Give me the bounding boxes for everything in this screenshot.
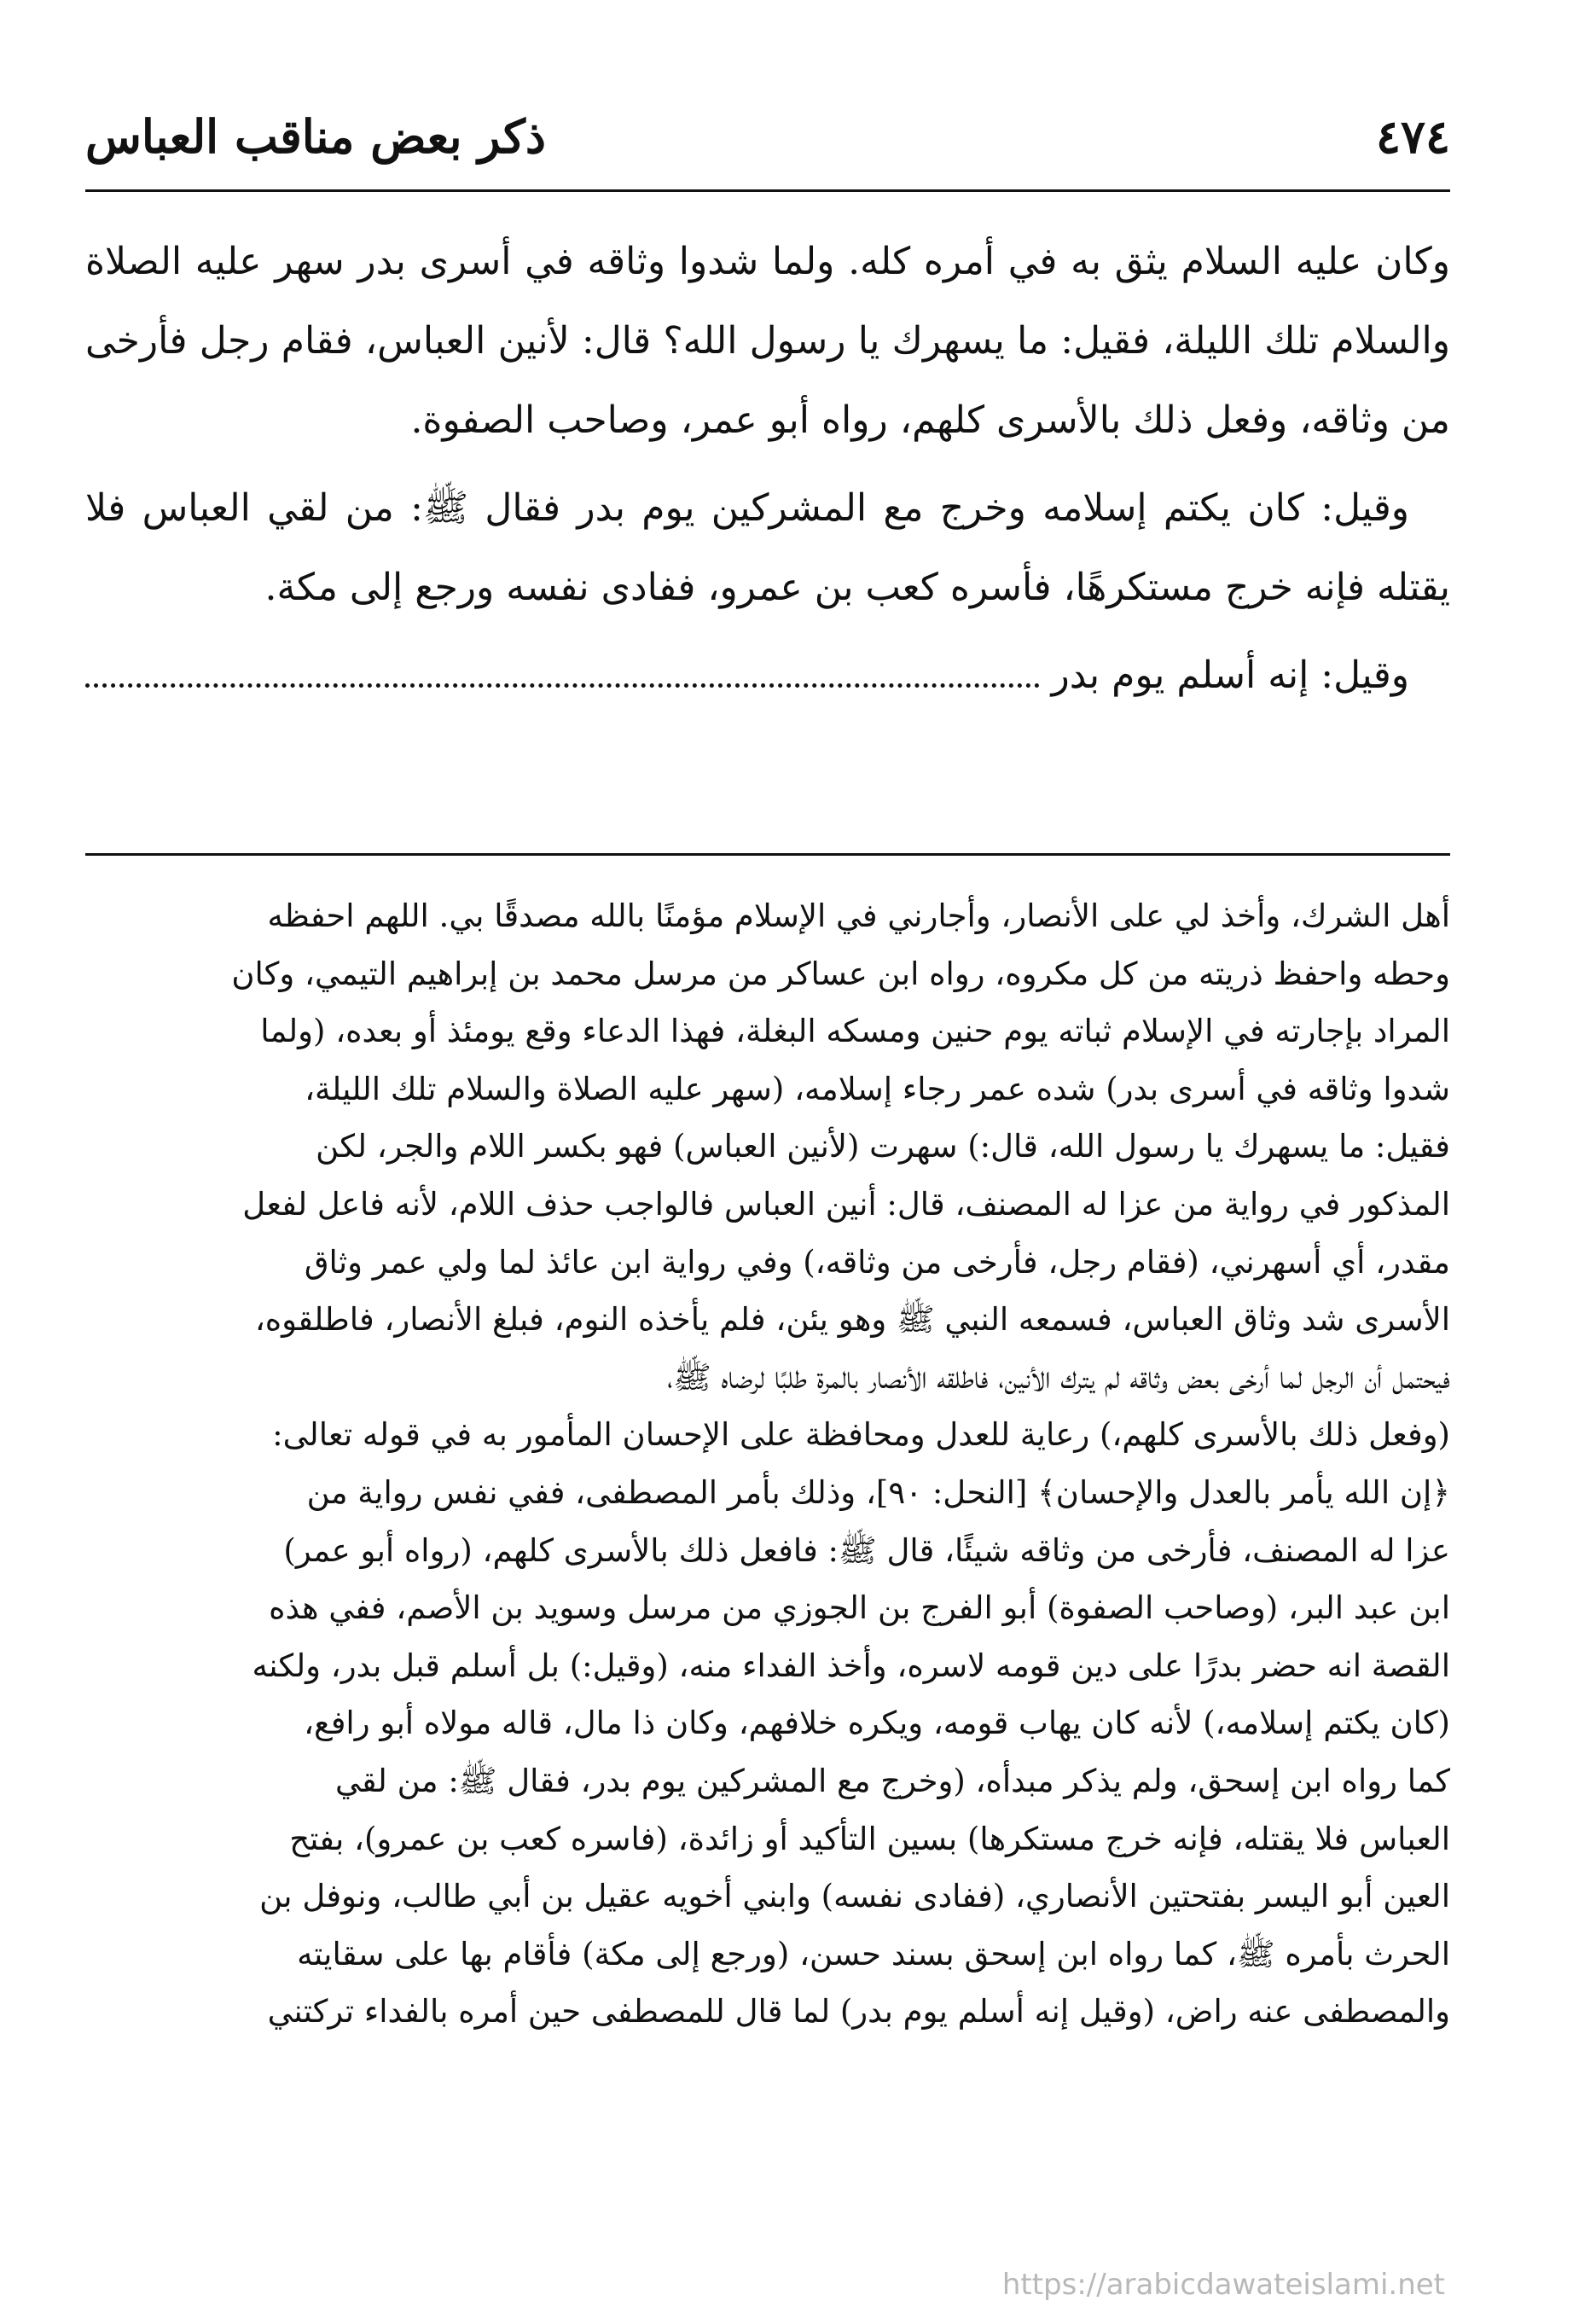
watermark-url: https://arabicdawateislami.net [1001,2268,1445,2302]
sharh-line-18: العين أبو اليسر بفتحتين الأنصاري، (ففادى نفسه) وابني أخويه عقيل بن أبي طالب، ونوفل بن [259,1878,1450,1915]
header-divider [85,189,1450,192]
sharh-line-2: وحطه واحفظ ذريته من كل مكروه، رواه ابن عساكر من مرسل محمد بن إبراهيم التيمي، وكان [231,955,1450,992]
dotted-leader [85,683,1040,688]
sharh-line-6: المذكور في رواية من عزا له المصنف، قال: أنين العباس فالواجب حذف اللام، لأنه فاعل لفعل [242,1185,1450,1223]
running-header [85,85,1450,188]
sharh-line-19: الحرث بأمره ﷺ، كما رواه ابن إسحق بسند حسن، (ورجع إلى مكة) فأقام بها على سقايته [297,1935,1450,1972]
matn-paragraph-2: وقيل: كان يكتم إسلامه وخرج مع المشركين يوم بدر فقال ﷺ: من لقي العباس فلا يقتله فإنه خرج مستكرهًا، فأسره كعب بن عمرو، ففادى نفسه ورجع إلى مكة. [85,486,1450,609]
sharh-line-12: عزا له المصنف، فأرخى من وثاقه شيئًا، قال ﷺ: فافعل ذلك بالأسرى كلهم، (رواه أبو عمر) [283,1531,1450,1569]
sharh-line-5: فقيل: ما يسهرك يا رسول الله، قال:) سهرت (لأنين العباس) فهو بكسر اللام والجر، لكن [316,1128,1450,1165]
sharh-line-8: الأسرى شد وثاق العباس، فسمعه النبي ﷺ وهو يئن، فلم يأخذه النوم، فبلغ الأنصار، فاطلقوه، [254,1301,1450,1339]
page-number: ٤٧٤ [1375,109,1450,164]
sharh-line-15: (كان يكتم إسلامه،) لأنه كان يهاب قومه، ويكره خلافهم، وكان ذا مال، قاله مولاه أبو رافع، [304,1705,1450,1742]
sharh-line-17: العباس فلا يقتله، فإنه خرج مستكرها) بسين التأكيد أو زائدة، (فاسره كعب بن عمرو)، بفتح [289,1820,1450,1857]
matn-paragraph-3-text: وقيل: إنه أسلم يوم بدر [1051,654,1409,697]
chapter-title: ذكر بعض مناقب العباس [85,109,546,164]
sharh-line-20: والمصطفى عنه راض، (وقيل إنه أسلم يوم بدر) لما قال للمصطفى حين أمره بالفداء تركتني [267,1993,1450,2031]
sharh-commentary [85,887,1450,2041]
sharh-line-10: (وفعل ذلك بالأسرى كلهم،) رعاية للعدل ومحافظة على الإحسان المأمور به في قوله تعالى: [272,1416,1450,1454]
sharh-line-14: القصة انه حضر بدرًا على دين قومه لاسره، وأخذ الفداء منه، (وقيل:) بل أسلم قبل بدر، ولكنه [252,1647,1450,1684]
sharh-line-11: ﴿إن الله يأمر بالعدل والإحسان﴾ [النحل: ٩٠]، وذلك بأمر المصطفى، ففي نفس رواية من [306,1473,1450,1511]
sharh-line-16: كما رواه ابن إسحق، ولم يذكر مبدأه، (وخرج مع المشركين يوم بدر، فقال ﷺ: من لقي [334,1762,1450,1799]
matn-paragraph-1: وكان عليه السلام يثق به في أمره كله. ولما شدوا وثاقه في أسرى بدر سهر عليه الصلاة والسلام تلك الليلة، فقيل: ما يسهرك يا رسول الله؟ قال: لأنين العباس، فقام رجل فأرخى من وثاقه، وفعل ذلك بالأسرى كلهم، رواه أبو عمر، وصاحب الصفوة. [85,240,1450,442]
sharh-line-1: أهل الشرك، وأخذ لي على الأنصار، وأجارني في الإسلام مؤمنًا بالله مصدقًا بي. اللهم احفظه [267,898,1450,934]
matn-paragraph-3 [85,636,1450,715]
sharh-line-13: ابن عبد البر، (وصاحب الصفوة) أبو الفرج بن الجوزي من مرسل وسويد بن الأصم، ففي هذه [269,1589,1450,1627]
sharh-line-3: المراد بإجارته في الإسلام ثباته يوم حنين ومسكه البغلة، فهذا الدعاء وقع يومئذ أو بعده، (ولما [260,1013,1450,1050]
sharh-line-7: مقدر، أي أسهرني، (فقام رجل، فأرخى من وثاقه،) وفي رواية ابن عائذ لما ولي عمر وثاق [304,1243,1450,1281]
matn-text [85,222,1450,715]
section-divider [85,853,1450,856]
sharh-line-4: شدوا وثاقه في أسرى بدر) شده عمر رجاء إسلامه، (سهر عليه الصلاة والسلام تلك الليلة، [305,1070,1450,1107]
sharh-line-9: فيحتمل أن الرجل لما أرخى بعض وثاقه لم يترك الأنين، فاطلقه الأنصار بالمرة طلبًا لرضاه ﷺ، [667,1358,1450,1396]
